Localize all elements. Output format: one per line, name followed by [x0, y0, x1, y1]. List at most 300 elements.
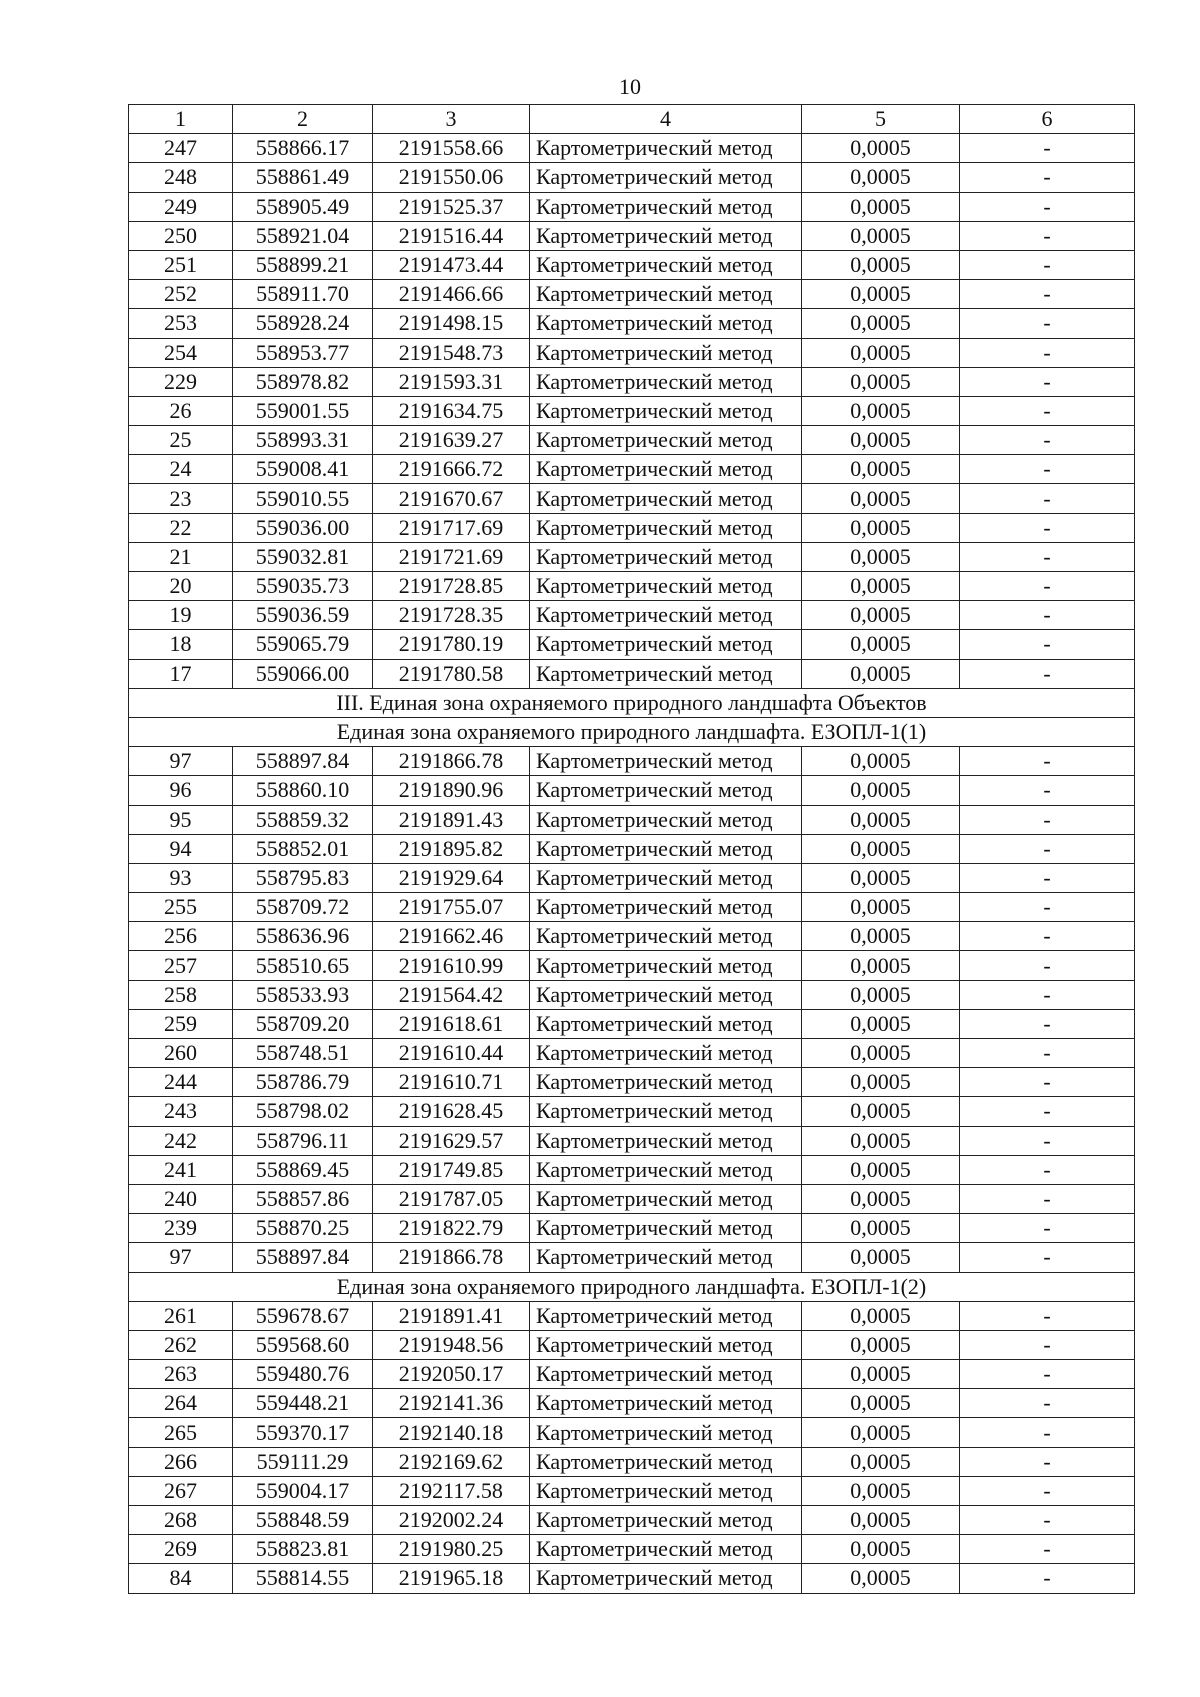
note-cell: -: [960, 1476, 1135, 1505]
note-cell: -: [960, 1039, 1135, 1068]
note-cell: -: [960, 834, 1135, 863]
page-number: 10: [619, 74, 641, 99]
note-cell: -: [960, 922, 1135, 951]
x-coordinate-cell: 558786.79: [233, 1068, 373, 1097]
y-coordinate-cell: 2191670.67: [373, 484, 530, 513]
x-coordinate-cell: 559036.00: [233, 513, 373, 542]
method-cell: Картометрический метод: [530, 1564, 802, 1593]
y-coordinate-cell: 2191558.66: [373, 134, 530, 163]
point-number-cell: 250: [129, 221, 233, 250]
point-number-cell: 254: [129, 338, 233, 367]
x-coordinate-cell: 558897.84: [233, 1243, 373, 1272]
note-cell: -: [960, 659, 1135, 688]
accuracy-cell: 0,0005: [802, 1418, 960, 1447]
method-cell: Картометрический метод: [530, 163, 802, 192]
x-coordinate-cell: 558869.45: [233, 1155, 373, 1184]
section-row: [129, 1272, 1135, 1301]
accuracy-cell: 0,0005: [802, 1301, 960, 1330]
method-cell: Картометрический метод: [530, 426, 802, 455]
point-number-cell: 21: [129, 542, 233, 571]
table-row: [129, 1097, 1135, 1126]
x-coordinate-cell: 559111.29: [233, 1447, 373, 1476]
note-cell: -: [960, 309, 1135, 338]
y-coordinate-cell: 2191895.82: [373, 834, 530, 863]
accuracy-cell: 0,0005: [802, 980, 960, 1009]
x-coordinate-cell: 558953.77: [233, 338, 373, 367]
method-cell: Картометрический метод: [530, 1097, 802, 1126]
point-number-cell: 96: [129, 776, 233, 805]
table-row: [129, 455, 1135, 484]
y-coordinate-cell: 2191548.73: [373, 338, 530, 367]
table-row: [129, 1418, 1135, 1447]
accuracy-cell: 0,0005: [802, 601, 960, 630]
table-body: [129, 134, 1135, 1593]
y-coordinate-cell: 2191550.06: [373, 163, 530, 192]
table-row: [129, 572, 1135, 601]
x-coordinate-cell: 559032.81: [233, 542, 373, 571]
accuracy-cell: 0,0005: [802, 1214, 960, 1243]
method-cell: Картометрический метод: [530, 1039, 802, 1068]
y-coordinate-cell: 2191628.45: [373, 1097, 530, 1126]
accuracy-cell: 0,0005: [802, 1039, 960, 1068]
y-coordinate-cell: 2191516.44: [373, 221, 530, 250]
header-row: [129, 105, 1135, 134]
table-row: [129, 426, 1135, 455]
note-cell: -: [960, 1155, 1135, 1184]
method-cell: Картометрический метод: [530, 250, 802, 279]
method-cell: Картометрический метод: [530, 1535, 802, 1564]
x-coordinate-cell: 558859.32: [233, 805, 373, 834]
point-number-cell: 267: [129, 1476, 233, 1505]
table-row: [129, 484, 1135, 513]
table-row: [129, 163, 1135, 192]
accuracy-cell: 0,0005: [802, 484, 960, 513]
method-cell: Картометрический метод: [530, 309, 802, 338]
y-coordinate-cell: 2191629.57: [373, 1126, 530, 1155]
y-coordinate-cell: 2191610.99: [373, 951, 530, 980]
accuracy-cell: 0,0005: [802, 1097, 960, 1126]
point-number-cell: 84: [129, 1564, 233, 1593]
y-coordinate-cell: 2191866.78: [373, 747, 530, 776]
note-cell: -: [960, 221, 1135, 250]
point-number-cell: 239: [129, 1214, 233, 1243]
point-number-cell: 264: [129, 1389, 233, 1418]
y-coordinate-cell: 2191822.79: [373, 1214, 530, 1243]
accuracy-cell: 0,0005: [802, 367, 960, 396]
accuracy-cell: 0,0005: [802, 134, 960, 163]
section-title: Единая зона охраняемого природного ландшафта. ЕЗОПЛ-1(1): [129, 717, 1135, 746]
y-coordinate-cell: 2191525.37: [373, 192, 530, 221]
y-coordinate-cell: 2191780.19: [373, 630, 530, 659]
method-cell: Картометрический метод: [530, 396, 802, 425]
accuracy-cell: 0,0005: [802, 426, 960, 455]
x-coordinate-cell: 559035.73: [233, 572, 373, 601]
section-title: III. Единая зона охраняемого природного ландшафта Объектов: [129, 688, 1135, 717]
table-row: [129, 659, 1135, 688]
note-cell: -: [960, 863, 1135, 892]
table-row: [129, 601, 1135, 630]
table-row: [129, 542, 1135, 571]
method-cell: Картометрический метод: [530, 1243, 802, 1272]
note-cell: -: [960, 1126, 1135, 1155]
x-coordinate-cell: 559568.60: [233, 1330, 373, 1359]
point-number-cell: 247: [129, 134, 233, 163]
table-row: [129, 1126, 1135, 1155]
table-row: [129, 980, 1135, 1009]
point-number-cell: 19: [129, 601, 233, 630]
note-cell: -: [960, 601, 1135, 630]
accuracy-cell: 0,0005: [802, 1126, 960, 1155]
note-cell: -: [960, 455, 1135, 484]
point-number-cell: 243: [129, 1097, 233, 1126]
table-row: [129, 192, 1135, 221]
note-cell: -: [960, 1097, 1135, 1126]
column-header: 1: [129, 105, 233, 134]
note-cell: -: [960, 1243, 1135, 1272]
point-number-cell: 240: [129, 1184, 233, 1213]
method-cell: Картометрический метод: [530, 513, 802, 542]
x-coordinate-cell: 558796.11: [233, 1126, 373, 1155]
x-coordinate-cell: 558857.86: [233, 1184, 373, 1213]
x-coordinate-cell: 559004.17: [233, 1476, 373, 1505]
note-cell: -: [960, 163, 1135, 192]
y-coordinate-cell: 2192117.58: [373, 1476, 530, 1505]
y-coordinate-cell: 2192141.36: [373, 1389, 530, 1418]
x-coordinate-cell: 558978.82: [233, 367, 373, 396]
y-coordinate-cell: 2192169.62: [373, 1447, 530, 1476]
note-cell: -: [960, 1330, 1135, 1359]
accuracy-cell: 0,0005: [802, 192, 960, 221]
note-cell: -: [960, 280, 1135, 309]
table-row: [129, 1564, 1135, 1593]
point-number-cell: 95: [129, 805, 233, 834]
accuracy-cell: 0,0005: [802, 513, 960, 542]
note-cell: -: [960, 396, 1135, 425]
y-coordinate-cell: 2192002.24: [373, 1506, 530, 1535]
x-coordinate-cell: 558852.01: [233, 834, 373, 863]
method-cell: Картометрический метод: [530, 572, 802, 601]
x-coordinate-cell: 558897.84: [233, 747, 373, 776]
point-number-cell: 97: [129, 747, 233, 776]
method-cell: Картометрический метод: [530, 1476, 802, 1505]
point-number-cell: 257: [129, 951, 233, 980]
accuracy-cell: 0,0005: [802, 1243, 960, 1272]
accuracy-cell: 0,0005: [802, 1360, 960, 1389]
point-number-cell: 20: [129, 572, 233, 601]
y-coordinate-cell: 2191473.44: [373, 250, 530, 279]
note-cell: -: [960, 1009, 1135, 1038]
y-coordinate-cell: 2191890.96: [373, 776, 530, 805]
table-row: [129, 1360, 1135, 1389]
y-coordinate-cell: 2191755.07: [373, 893, 530, 922]
accuracy-cell: 0,0005: [802, 922, 960, 951]
method-cell: Картометрический метод: [530, 280, 802, 309]
section-row: [129, 688, 1135, 717]
section-row: [129, 717, 1135, 746]
x-coordinate-cell: 559480.76: [233, 1360, 373, 1389]
column-header: 3: [373, 105, 530, 134]
x-coordinate-cell: 558928.24: [233, 309, 373, 338]
y-coordinate-cell: 2191593.31: [373, 367, 530, 396]
note-cell: -: [960, 1447, 1135, 1476]
table-row: [129, 1184, 1135, 1213]
method-cell: Картометрический метод: [530, 367, 802, 396]
note-cell: -: [960, 747, 1135, 776]
accuracy-cell: 0,0005: [802, 1564, 960, 1593]
note-cell: -: [960, 1360, 1135, 1389]
method-cell: Картометрический метод: [530, 805, 802, 834]
y-coordinate-cell: 2191466.66: [373, 280, 530, 309]
note-cell: -: [960, 484, 1135, 513]
y-coordinate-cell: 2191564.42: [373, 980, 530, 1009]
accuracy-cell: 0,0005: [802, 572, 960, 601]
accuracy-cell: 0,0005: [802, 1155, 960, 1184]
accuracy-cell: 0,0005: [802, 805, 960, 834]
table-row: [129, 1476, 1135, 1505]
table-row: [129, 134, 1135, 163]
point-number-cell: 260: [129, 1039, 233, 1068]
accuracy-cell: 0,0005: [802, 455, 960, 484]
point-number-cell: 255: [129, 893, 233, 922]
x-coordinate-cell: 558899.21: [233, 250, 373, 279]
method-cell: Картометрический метод: [530, 221, 802, 250]
method-cell: Картометрический метод: [530, 1447, 802, 1476]
x-coordinate-cell: 559065.79: [233, 630, 373, 659]
y-coordinate-cell: 2191891.43: [373, 805, 530, 834]
point-number-cell: 251: [129, 250, 233, 279]
accuracy-cell: 0,0005: [802, 542, 960, 571]
x-coordinate-cell: 558709.72: [233, 893, 373, 922]
x-coordinate-cell: 558709.20: [233, 1009, 373, 1038]
point-number-cell: 18: [129, 630, 233, 659]
x-coordinate-cell: 558866.17: [233, 134, 373, 163]
table-row: [129, 834, 1135, 863]
x-coordinate-cell: 558921.04: [233, 221, 373, 250]
column-header: 6: [960, 105, 1135, 134]
method-cell: Картометрический метод: [530, 1126, 802, 1155]
accuracy-cell: 0,0005: [802, 1535, 960, 1564]
note-cell: -: [960, 338, 1135, 367]
method-cell: Картометрический метод: [530, 630, 802, 659]
accuracy-cell: 0,0005: [802, 396, 960, 425]
table-row: [129, 250, 1135, 279]
y-coordinate-cell: 2191965.18: [373, 1564, 530, 1593]
x-coordinate-cell: 559066.00: [233, 659, 373, 688]
accuracy-cell: 0,0005: [802, 630, 960, 659]
table-row: [129, 630, 1135, 659]
note-cell: -: [960, 1068, 1135, 1097]
point-number-cell: 266: [129, 1447, 233, 1476]
y-coordinate-cell: 2191610.44: [373, 1039, 530, 1068]
point-number-cell: 97: [129, 1243, 233, 1272]
point-number-cell: 258: [129, 980, 233, 1009]
note-cell: -: [960, 367, 1135, 396]
table-header: [129, 105, 1135, 134]
y-coordinate-cell: 2192050.17: [373, 1360, 530, 1389]
x-coordinate-cell: 558798.02: [233, 1097, 373, 1126]
point-number-cell: 93: [129, 863, 233, 892]
x-coordinate-cell: 558993.31: [233, 426, 373, 455]
accuracy-cell: 0,0005: [802, 163, 960, 192]
y-coordinate-cell: 2191980.25: [373, 1535, 530, 1564]
y-coordinate-cell: 2191618.61: [373, 1009, 530, 1038]
method-cell: Картометрический метод: [530, 484, 802, 513]
coordinates-table: [128, 104, 1135, 1594]
note-cell: -: [960, 1214, 1135, 1243]
x-coordinate-cell: 558795.83: [233, 863, 373, 892]
method-cell: Картометрический метод: [530, 980, 802, 1009]
method-cell: Картометрический метод: [530, 1155, 802, 1184]
method-cell: Картометрический метод: [530, 747, 802, 776]
accuracy-cell: 0,0005: [802, 1184, 960, 1213]
y-coordinate-cell: 2191749.85: [373, 1155, 530, 1184]
note-cell: -: [960, 1418, 1135, 1447]
y-coordinate-cell: 2191634.75: [373, 396, 530, 425]
accuracy-cell: 0,0005: [802, 1447, 960, 1476]
point-number-cell: 241: [129, 1155, 233, 1184]
point-number-cell: 268: [129, 1506, 233, 1535]
method-cell: Картометрический метод: [530, 134, 802, 163]
section-title: Единая зона охраняемого природного ландшафта. ЕЗОПЛ-1(2): [129, 1272, 1135, 1301]
table-row: [129, 1009, 1135, 1038]
table-row: [129, 1330, 1135, 1359]
accuracy-cell: 0,0005: [802, 1068, 960, 1097]
method-cell: Картометрический метод: [530, 542, 802, 571]
table-row: [129, 309, 1135, 338]
table-row: [129, 1155, 1135, 1184]
method-cell: Картометрический метод: [530, 1184, 802, 1213]
table-row: [129, 922, 1135, 951]
accuracy-cell: 0,0005: [802, 1506, 960, 1535]
accuracy-cell: 0,0005: [802, 893, 960, 922]
point-number-cell: 259: [129, 1009, 233, 1038]
note-cell: -: [960, 893, 1135, 922]
y-coordinate-cell: 2191610.71: [373, 1068, 530, 1097]
accuracy-cell: 0,0005: [802, 221, 960, 250]
y-coordinate-cell: 2191662.46: [373, 922, 530, 951]
method-cell: Картометрический метод: [530, 1360, 802, 1389]
table-row: [129, 1506, 1135, 1535]
note-cell: -: [960, 250, 1135, 279]
point-number-cell: 256: [129, 922, 233, 951]
method-cell: Картометрический метод: [530, 834, 802, 863]
x-coordinate-cell: 559010.55: [233, 484, 373, 513]
accuracy-cell: 0,0005: [802, 863, 960, 892]
method-cell: Картометрический метод: [530, 659, 802, 688]
accuracy-cell: 0,0005: [802, 951, 960, 980]
table-row: [129, 1243, 1135, 1272]
note-cell: -: [960, 1301, 1135, 1330]
table-row: [129, 805, 1135, 834]
y-coordinate-cell: 2191721.69: [373, 542, 530, 571]
point-number-cell: 262: [129, 1330, 233, 1359]
point-number-cell: 263: [129, 1360, 233, 1389]
point-number-cell: 242: [129, 1126, 233, 1155]
y-coordinate-cell: 2191866.78: [373, 1243, 530, 1272]
method-cell: Картометрический метод: [530, 338, 802, 367]
y-coordinate-cell: 2191498.15: [373, 309, 530, 338]
method-cell: Картометрический метод: [530, 1301, 802, 1330]
y-coordinate-cell: 2191639.27: [373, 426, 530, 455]
accuracy-cell: 0,0005: [802, 1476, 960, 1505]
method-cell: Картометрический метод: [530, 863, 802, 892]
accuracy-cell: 0,0005: [802, 1330, 960, 1359]
table-row: [129, 1214, 1135, 1243]
x-coordinate-cell: 559678.67: [233, 1301, 373, 1330]
x-coordinate-cell: 558870.25: [233, 1214, 373, 1243]
method-cell: Картометрический метод: [530, 776, 802, 805]
table-row: [129, 893, 1135, 922]
method-cell: Картометрический метод: [530, 1009, 802, 1038]
note-cell: -: [960, 513, 1135, 542]
table-row: [129, 951, 1135, 980]
table-row: [129, 221, 1135, 250]
method-cell: Картометрический метод: [530, 951, 802, 980]
accuracy-cell: 0,0005: [802, 834, 960, 863]
x-coordinate-cell: 558533.93: [233, 980, 373, 1009]
note-cell: -: [960, 951, 1135, 980]
table-row: [129, 776, 1135, 805]
point-number-cell: 244: [129, 1068, 233, 1097]
note-cell: -: [960, 776, 1135, 805]
y-coordinate-cell: 2191780.58: [373, 659, 530, 688]
note-cell: -: [960, 192, 1135, 221]
note-cell: -: [960, 1564, 1135, 1593]
note-cell: -: [960, 134, 1135, 163]
point-number-cell: 253: [129, 309, 233, 338]
note-cell: -: [960, 1184, 1135, 1213]
accuracy-cell: 0,0005: [802, 659, 960, 688]
x-coordinate-cell: 558748.51: [233, 1039, 373, 1068]
point-number-cell: 22: [129, 513, 233, 542]
table-row: [129, 1039, 1135, 1068]
method-cell: Картометрический метод: [530, 455, 802, 484]
x-coordinate-cell: 558814.55: [233, 1564, 373, 1593]
y-coordinate-cell: 2191948.56: [373, 1330, 530, 1359]
x-coordinate-cell: 559370.17: [233, 1418, 373, 1447]
note-cell: -: [960, 426, 1135, 455]
point-number-cell: 25: [129, 426, 233, 455]
point-number-cell: 249: [129, 192, 233, 221]
note-cell: -: [960, 980, 1135, 1009]
y-coordinate-cell: 2191929.64: [373, 863, 530, 892]
note-cell: -: [960, 1506, 1135, 1535]
method-cell: Картометрический метод: [530, 1330, 802, 1359]
table-row: [129, 513, 1135, 542]
table-row: [129, 367, 1135, 396]
x-coordinate-cell: 558510.65: [233, 951, 373, 980]
table-row: [129, 1535, 1135, 1564]
y-coordinate-cell: 2192140.18: [373, 1418, 530, 1447]
point-number-cell: 252: [129, 280, 233, 309]
note-cell: -: [960, 630, 1135, 659]
y-coordinate-cell: 2191666.72: [373, 455, 530, 484]
method-cell: Картометрический метод: [530, 1214, 802, 1243]
x-coordinate-cell: 558848.59: [233, 1506, 373, 1535]
y-coordinate-cell: 2191717.69: [373, 513, 530, 542]
column-header: 2: [233, 105, 373, 134]
note-cell: -: [960, 1389, 1135, 1418]
method-cell: Картометрический метод: [530, 1418, 802, 1447]
note-cell: -: [960, 542, 1135, 571]
table-row: [129, 1301, 1135, 1330]
method-cell: Картометрический метод: [530, 893, 802, 922]
table-row: [129, 747, 1135, 776]
point-number-cell: 248: [129, 163, 233, 192]
point-number-cell: 26: [129, 396, 233, 425]
method-cell: Картометрический метод: [530, 1389, 802, 1418]
y-coordinate-cell: 2191891.41: [373, 1301, 530, 1330]
